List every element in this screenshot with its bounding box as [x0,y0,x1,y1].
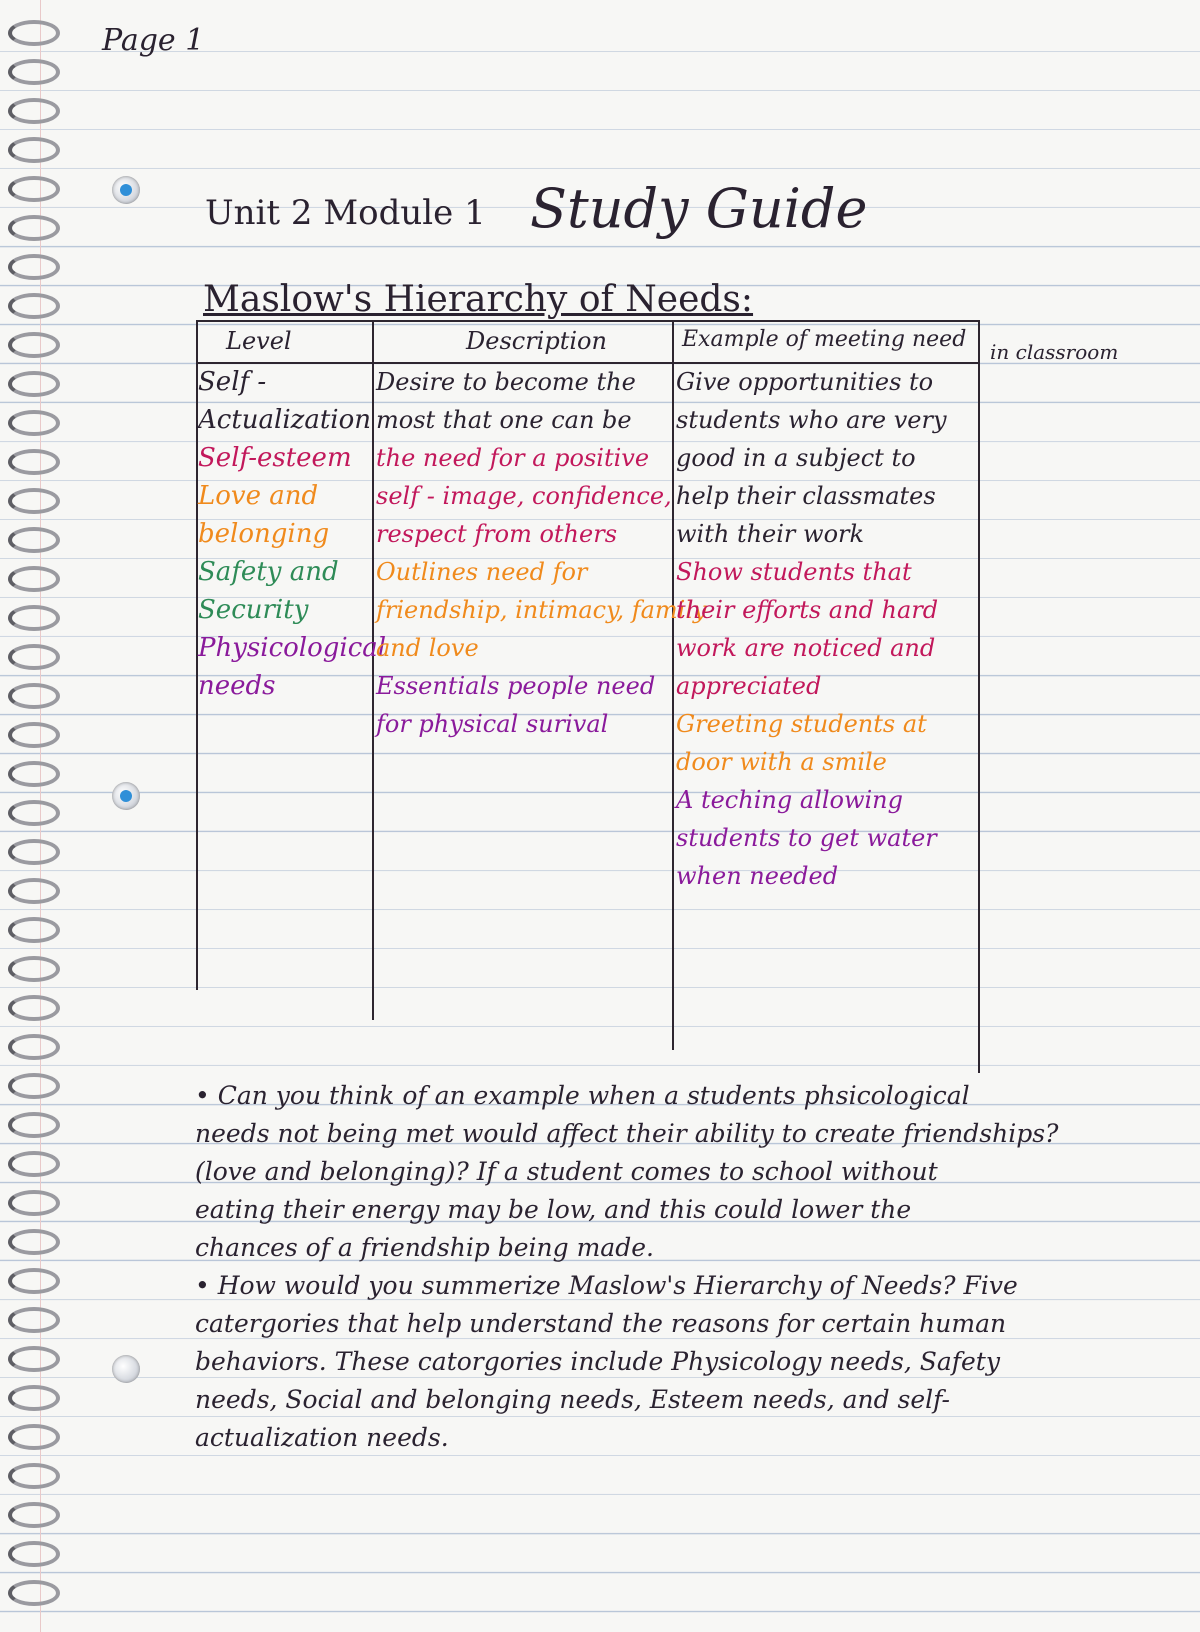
level-line: Security [198,595,309,625]
spiral-coil [8,1229,60,1255]
example-line: good in a subject to [676,444,916,472]
spiral-coil [8,605,60,631]
spiral-coil [8,1190,60,1216]
example-line: appreciated [676,672,822,700]
spiral-coil [8,1151,60,1177]
example-line: A teching allowing [676,786,903,814]
spiral-coil [8,1541,60,1567]
spiral-coil [8,1073,60,1099]
question-line: • Can you think of an example when a students phsicological [195,1081,970,1110]
punched-hole [112,176,140,204]
spiral-coil [8,917,60,943]
example-line: help their classmates [676,482,936,510]
spiral-coil [8,878,60,904]
question-line: eating their energy may be low, and this could lower the [195,1195,912,1224]
questions-section [195,1078,1059,1458]
example-line: their efforts and hard [676,596,939,624]
spiral-binding [0,0,90,1632]
question-line: actualization needs. [195,1423,449,1452]
question-line: catergories that help understand the reasons for certain human [195,1309,1007,1338]
spiral-coil [8,1268,60,1294]
description-line: respect from others [376,520,618,548]
spiral-coil [8,176,60,202]
example-line: Give opportunities to [676,368,934,396]
spiral-coil [8,1112,60,1138]
spiral-coil [8,1034,60,1060]
question-line: • How would you summerize Maslow's Hierarchy of Needs? Five [195,1271,1018,1300]
spiral-coil [8,1307,60,1333]
punched-hole [112,782,140,810]
header-description: Description [466,327,607,355]
spiral-coil [8,254,60,280]
level-column [198,364,386,706]
spiral-coil [8,800,60,826]
example-line: door with a smile [676,748,887,776]
table-right-border [978,320,980,1073]
level-line: needs [198,671,276,701]
spiral-coil [8,995,60,1021]
spiral-coil [8,371,60,397]
header-level: Level [226,327,292,355]
description-line: Desire to become the [376,368,636,396]
spiral-coil [8,410,60,436]
example-line: students to get water [676,824,937,852]
description-line: for physical surival [376,710,609,738]
description-line: Outlines need for [376,558,588,586]
level-line: Safety and [198,557,339,587]
description-line: friendship, intimacy, family [376,596,707,624]
header-example: Example of meeting need [682,327,967,352]
spiral-coil [8,449,60,475]
example-line: work are noticed and [676,634,936,662]
question-line: needs, Social and belonging needs, Esteem needs, and self- [195,1385,950,1414]
example-line: students who are very [676,406,947,434]
description-line: most that one can be [376,406,632,434]
spiral-coil [8,332,60,358]
header-example-suffix: in classroom [990,340,1119,364]
spiral-coil [8,644,60,670]
spiral-coil [8,488,60,514]
spiral-coil [8,1385,60,1411]
spiral-coil [8,293,60,319]
example-line: Greeting students at [676,710,927,738]
question-line: behaviors. These catorgories include Physicology needs, Safety [195,1347,1000,1376]
spiral-coil [8,761,60,787]
maslow-table [196,320,1020,1073]
spiral-coil [8,98,60,124]
spiral-coil [8,722,60,748]
level-line: Self-esteem [198,443,352,473]
spiral-coil [8,1580,60,1606]
spiral-coil [8,1346,60,1372]
description-line: self - image, confidence, [376,482,672,510]
description-column [376,364,707,744]
spiral-coil [8,956,60,982]
punched-hole [112,1355,140,1383]
level-line: Actualization [198,405,372,435]
level-line: Physicological [198,633,387,663]
level-line: Self - [198,367,267,397]
blue-ink-dot [120,790,132,802]
section-title: Maslow's Hierarchy of Needs: [203,279,754,320]
spiral-coil [8,1463,60,1489]
description-line: the need for a positive [376,444,650,472]
blue-ink-dot [120,184,132,196]
page-label: Page 1 [102,23,205,58]
spiral-coil [8,137,60,163]
question-line: needs not being met would affect their ability to create friendships? [195,1119,1059,1148]
table-top-border [196,320,980,322]
description-line: and love [376,634,479,662]
question-line: (love and belonging)? If a student comes to school without [195,1157,938,1186]
spiral-coil [8,215,60,241]
spiral-coil [8,1502,60,1528]
spiral-coil [8,683,60,709]
page-title: Study Guide [530,177,868,240]
description-line: Essentials people need [376,672,656,700]
spiral-coil [8,527,60,553]
example-line: Show students that [676,558,912,586]
level-line: belonging [198,519,330,549]
spiral-coil [8,839,60,865]
question-line: chances of a friendship being made. [195,1233,654,1262]
spiral-coil [8,20,60,46]
example-column [676,364,947,896]
spiral-coil [8,566,60,592]
spiral-coil [8,59,60,85]
spiral-coil [8,1424,60,1450]
example-line: when needed [676,862,839,890]
unit-title: Unit 2 Module 1 [205,193,486,233]
level-line: Love and [198,481,319,511]
example-line: with their work [676,520,865,548]
